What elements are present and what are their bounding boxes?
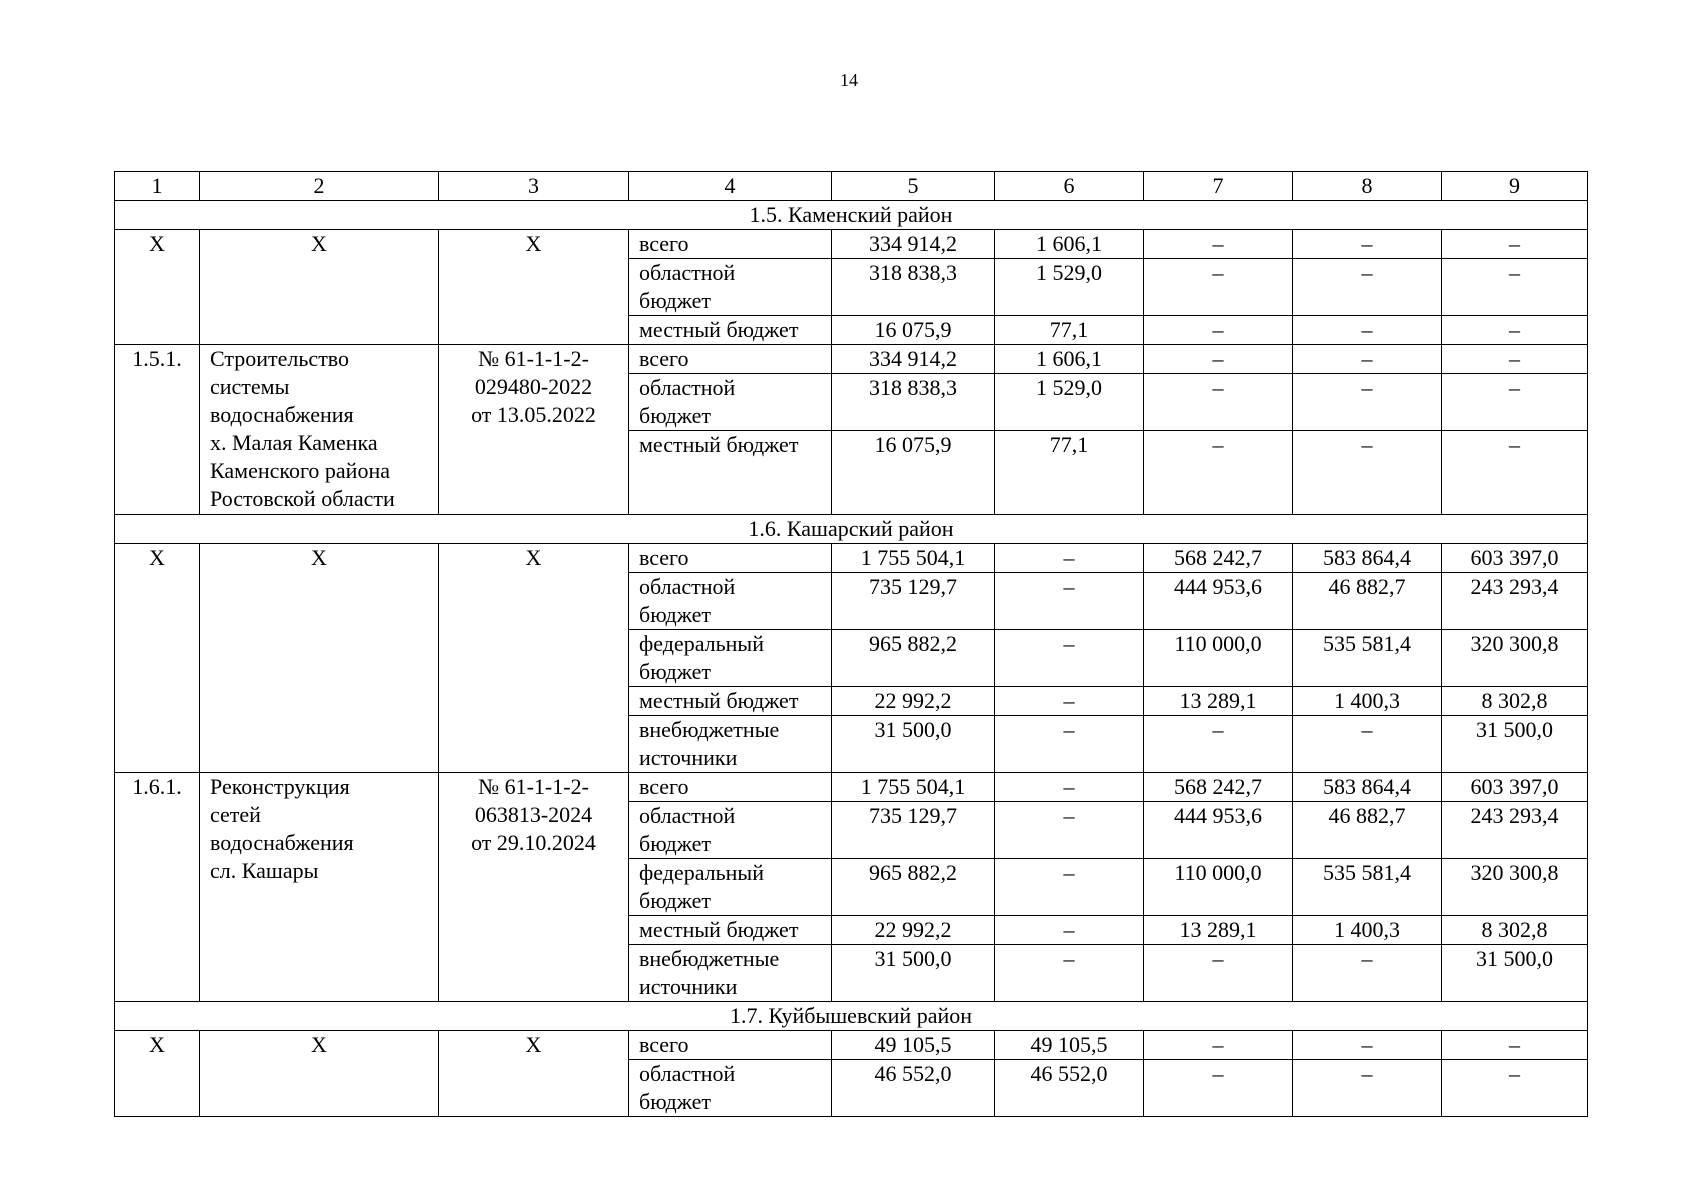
name-line: х. Малая Каменка <box>210 430 378 455</box>
value-cell: 13 289,1 <box>1144 916 1293 945</box>
row-label: всего <box>629 544 832 573</box>
value-cell: 334 914,2 <box>832 230 995 259</box>
dash-cell: – <box>1442 230 1588 259</box>
dash-cell: – <box>995 630 1144 687</box>
value-cell: 1 755 504,1 <box>832 773 995 802</box>
row-label <box>629 573 832 630</box>
row-label: всего <box>629 230 832 259</box>
label-line: внебюджетные <box>639 946 780 971</box>
dash-cell: – <box>1144 716 1293 773</box>
x-mark: X <box>200 544 439 773</box>
value-cell: 16 075,9 <box>832 431 995 515</box>
doc-line: 063813-2024 <box>474 802 593 827</box>
row-label <box>629 716 832 773</box>
item-document <box>439 773 629 1002</box>
value-cell: 77,1 <box>995 431 1144 515</box>
value-cell: 444 953,6 <box>1144 573 1293 630</box>
label-line: внебюджетные <box>639 717 780 742</box>
value-cell: 16 075,9 <box>832 316 995 345</box>
dash-cell: – <box>1293 345 1442 374</box>
doc-line: № 61-1-1-2- <box>478 774 589 799</box>
label-line: областной <box>639 375 736 400</box>
row-label: местный бюджет <box>629 316 832 345</box>
name-line: системы <box>210 374 290 399</box>
name-line: водоснабжения <box>210 402 354 427</box>
dash-cell: – <box>1293 716 1442 773</box>
value-cell: 31 500,0 <box>1442 716 1588 773</box>
value-cell: 583 864,4 <box>1293 544 1442 573</box>
x-mark: X <box>115 544 200 773</box>
header-cell: 4 <box>629 172 832 201</box>
value-cell: 603 397,0 <box>1442 773 1588 802</box>
dash-cell: – <box>1293 374 1442 431</box>
name-line: Ростовской области <box>210 486 395 511</box>
value-cell: 22 992,2 <box>832 916 995 945</box>
item-number: 1.5.1. <box>115 345 200 515</box>
value-cell: 46 882,7 <box>1293 573 1442 630</box>
dash-cell: – <box>995 544 1144 573</box>
table-row <box>115 773 1588 802</box>
header-cell: 3 <box>439 172 629 201</box>
header-cell: 7 <box>1144 172 1293 201</box>
item-name <box>200 345 439 515</box>
header-cell: 1 <box>115 172 200 201</box>
value-cell: 31 500,0 <box>1442 945 1588 1002</box>
x-mark: X <box>439 544 629 773</box>
section-title: 1.6. Кашарский район <box>115 515 1588 544</box>
dash-cell: – <box>1144 1060 1293 1117</box>
dash-cell: – <box>995 773 1144 802</box>
value-cell: 31 500,0 <box>832 716 995 773</box>
value-cell: 1 606,1 <box>995 345 1144 374</box>
dash-cell: – <box>1144 259 1293 316</box>
value-cell: 568 242,7 <box>1144 773 1293 802</box>
row-label <box>629 802 832 859</box>
row-label <box>629 945 832 1002</box>
row-label: всего <box>629 1031 832 1060</box>
value-cell: 1 529,0 <box>995 259 1144 316</box>
table-row <box>115 230 1588 259</box>
value-cell: 334 914,2 <box>832 345 995 374</box>
label-line: областной <box>639 260 736 285</box>
x-mark: X <box>200 230 439 345</box>
section-row <box>115 515 1588 544</box>
name-line: водоснабжения <box>210 830 354 855</box>
row-label <box>629 1060 832 1117</box>
x-mark: X <box>115 230 200 345</box>
dash-cell: – <box>1293 316 1442 345</box>
doc-line: 029480-2022 <box>474 374 593 399</box>
dash-cell: – <box>1293 1031 1442 1060</box>
value-cell: 243 293,4 <box>1442 573 1588 630</box>
section-title: 1.5. Каменский район <box>115 201 1588 230</box>
label-line: бюджет <box>639 888 711 913</box>
row-label: всего <box>629 773 832 802</box>
value-cell: 320 300,8 <box>1442 630 1588 687</box>
label-line: бюджет <box>639 1089 711 1114</box>
x-mark: X <box>439 230 629 345</box>
name-line: Строительство <box>210 346 350 371</box>
table-row <box>115 345 1588 374</box>
x-mark: X <box>200 1031 439 1117</box>
dash-cell: – <box>1442 316 1588 345</box>
label-line: бюджет <box>639 288 711 313</box>
dash-cell: – <box>1442 259 1588 316</box>
dash-cell: – <box>1144 945 1293 1002</box>
dash-cell: – <box>1442 1060 1588 1117</box>
row-label: местный бюджет <box>629 687 832 716</box>
header-cell: 8 <box>1293 172 1442 201</box>
label-line: областной <box>639 1061 736 1086</box>
header-cell: 5 <box>832 172 995 201</box>
label-line: бюджет <box>639 602 711 627</box>
x-mark: X <box>439 1031 629 1117</box>
label-line: областной <box>639 803 736 828</box>
value-cell: 243 293,4 <box>1442 802 1588 859</box>
dash-cell: – <box>1442 374 1588 431</box>
value-cell: 110 000,0 <box>1144 859 1293 916</box>
value-cell: 1 400,3 <box>1293 916 1442 945</box>
row-label <box>629 630 832 687</box>
dash-cell: – <box>1144 374 1293 431</box>
value-cell: 535 581,4 <box>1293 859 1442 916</box>
row-label <box>629 859 832 916</box>
doc-line: от 13.05.2022 <box>471 402 596 427</box>
value-cell: 735 129,7 <box>832 573 995 630</box>
dash-cell: – <box>1442 345 1588 374</box>
value-cell: 77,1 <box>995 316 1144 345</box>
value-cell: 1 400,3 <box>1293 687 1442 716</box>
name-line: Реконструкция <box>210 774 350 799</box>
dash-cell: – <box>1144 1031 1293 1060</box>
value-cell: 965 882,2 <box>832 859 995 916</box>
name-line: сл. Кашары <box>210 858 319 883</box>
x-mark: X <box>115 1031 200 1117</box>
dash-cell: – <box>995 573 1144 630</box>
value-cell: 110 000,0 <box>1144 630 1293 687</box>
value-cell: 1 755 504,1 <box>832 544 995 573</box>
section-row <box>115 1002 1588 1031</box>
table-row <box>115 1031 1588 1060</box>
value-cell: 568 242,7 <box>1144 544 1293 573</box>
label-line: бюджет <box>639 831 711 856</box>
table-row <box>115 544 1588 573</box>
dash-cell: – <box>1293 230 1442 259</box>
dash-cell: – <box>1144 230 1293 259</box>
value-cell: 320 300,8 <box>1442 859 1588 916</box>
value-cell: 1 529,0 <box>995 374 1144 431</box>
value-cell: 1 606,1 <box>995 230 1144 259</box>
dash-cell: – <box>1144 431 1293 515</box>
value-cell: 535 581,4 <box>1293 630 1442 687</box>
value-cell: 13 289,1 <box>1144 687 1293 716</box>
label-line: бюджет <box>639 659 711 684</box>
value-cell: 46 552,0 <box>832 1060 995 1117</box>
header-row <box>115 172 1588 201</box>
dash-cell: – <box>1442 431 1588 515</box>
dash-cell: – <box>1293 431 1442 515</box>
value-cell: 22 992,2 <box>832 687 995 716</box>
label-line: источники <box>639 974 738 999</box>
value-cell: 318 838,3 <box>832 259 995 316</box>
value-cell: 583 864,4 <box>1293 773 1442 802</box>
value-cell: 46 882,7 <box>1293 802 1442 859</box>
name-line: Каменского района <box>210 458 390 483</box>
dash-cell: – <box>1144 345 1293 374</box>
item-name <box>200 773 439 1002</box>
value-cell: 46 552,0 <box>995 1060 1144 1117</box>
doc-line: от 29.10.2024 <box>471 830 596 855</box>
value-cell: 318 838,3 <box>832 374 995 431</box>
dash-cell: – <box>1293 259 1442 316</box>
header-cell: 6 <box>995 172 1144 201</box>
dash-cell: – <box>995 687 1144 716</box>
row-label: местный бюджет <box>629 431 832 515</box>
label-line: бюджет <box>639 403 711 428</box>
label-line: федеральный <box>639 860 764 885</box>
page-number: 14 <box>840 70 858 90</box>
dash-cell: – <box>995 945 1144 1002</box>
value-cell: 444 953,6 <box>1144 802 1293 859</box>
item-document <box>439 345 629 515</box>
header-cell: 2 <box>200 172 439 201</box>
section-title: 1.7. Куйбышевский район <box>115 1002 1588 1031</box>
label-line: федеральный <box>639 631 764 656</box>
dash-cell: – <box>995 802 1144 859</box>
dash-cell: – <box>1293 945 1442 1002</box>
dash-cell: – <box>995 859 1144 916</box>
value-cell: 603 397,0 <box>1442 544 1588 573</box>
label-line: областной <box>639 574 736 599</box>
row-label <box>629 374 832 431</box>
row-label: всего <box>629 345 832 374</box>
row-label: местный бюджет <box>629 916 832 945</box>
dash-cell: – <box>1442 1031 1588 1060</box>
dash-cell: – <box>1144 316 1293 345</box>
item-number: 1.6.1. <box>115 773 200 1002</box>
doc-line: № 61-1-1-2- <box>478 346 589 371</box>
value-cell: 49 105,5 <box>995 1031 1144 1060</box>
value-cell: 8 302,8 <box>1442 687 1588 716</box>
dash-cell: – <box>995 916 1144 945</box>
dash-cell: – <box>995 716 1144 773</box>
value-cell: 8 302,8 <box>1442 916 1588 945</box>
value-cell: 31 500,0 <box>832 945 995 1002</box>
value-cell: 49 105,5 <box>832 1031 995 1060</box>
row-label <box>629 259 832 316</box>
name-line: сетей <box>210 802 261 827</box>
header-cell: 9 <box>1442 172 1588 201</box>
section-row <box>115 201 1588 230</box>
dash-cell: – <box>1293 1060 1442 1117</box>
value-cell: 735 129,7 <box>832 802 995 859</box>
label-line: источники <box>639 745 738 770</box>
budget-table <box>114 171 1588 1117</box>
value-cell: 965 882,2 <box>832 630 995 687</box>
